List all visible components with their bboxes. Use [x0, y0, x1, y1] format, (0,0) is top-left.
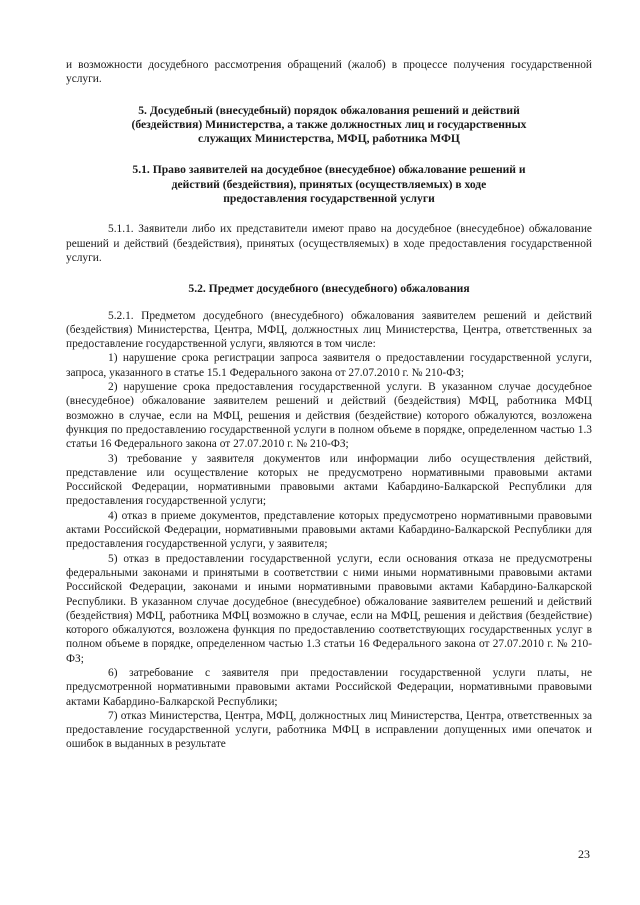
list-item-7: 7) отказ Министерства, Центра, МФЦ, должностных лиц Министерства, Центра, ответственных за предоставление государственной услуги, работника МФЦ в исправлении допущенных ими опечаток и ошибок в выданных в результате [66, 709, 592, 751]
list-item-4: 4) отказ в приеме документов, представление которых предусмотрено нормативными правовыми актами Российской Федерации, нормативными правовыми актами Кабардино-Балкарской Республики для предоставления государственной услуги, у заявителя; [66, 509, 592, 551]
section-5-heading: 5. Досудебный (внесудебный) порядок обжалования решений и действий (бездействия) Министерства, а также должностных лиц и государственных служащих Министерства, МФЦ, работника МФЦ [131, 103, 527, 146]
page-number: 23 [578, 847, 590, 861]
list-item-3: 3) требование у заявителя документов или информации либо осуществления действий, представление или осуществление которых не предусмотрено нормативными правовыми актами Российской Федерации, нормативными правовыми актами Кабардино-Балкарской Республики для предоставления государственной услуги; [66, 452, 592, 508]
list-item-5: 5) отказ в предоставлении государственной услуги, если основания отказа не предусмотрены федеральными законами и принятыми в соответствии с ними иными нормативными правовыми актами Российской Федерации, законами и иными нормативными правовыми актами Кабардино-Балкарской Республики. В указанном случае досудебное (внесудебное) обжалование заявителем решений и действий (бездействия) МФЦ, работника МФЦ возможно в случае, если на МФЦ, решения и действия (бездействие) которого обжалуются, возложена функция по предоставлению соответствующих государственных услуг в полном объеме в порядке, определенном частью 1.3 статьи 16 Федерального закона от 27.07.2010 г. № 210-ФЗ; [66, 552, 592, 665]
section-5-2-heading: 5.2. Предмет досудебного (внесудебного) обжалования [188, 282, 470, 296]
list-item-2: 2) нарушение срока предоставления государственной услуги. В указанном случае досудебное (внесудебное) обжалование заявителем решений и действий (бездействия) МФЦ, работника МФЦ возможно в случае, если на МФЦ, решения и действия (бездействие) которого обжалуются, возложена функция по предоставлению государственной услуги в полном объеме в порядке, определенном частью 1.3 статьи 16 Федерального закона от 27.07.2010 г. № 210-ФЗ; [66, 381, 592, 451]
section-5-1-heading: 5.1. Право заявителей на досудебное (внесудебное) обжалование решений и действий (бездействия), принятых (осуществляемых) в ходе предоставления государственной услуги [132, 163, 526, 206]
list-item-6: 6) затребование с заявителя при предоставлении государственной услуги платы, не предусмотренной нормативными правовыми актами Российской Федерации, нормативными правовыми актами Кабардино-Балкарской Республики; [66, 666, 592, 708]
list-item-1: 1) нарушение срока регистрации запроса заявителя о предоставлении государственной услуги, запроса, указанного в статье 15.1 Федерального закона от 27.07.2010 г. № 210-ФЗ; [66, 352, 592, 379]
intro-paragraph: и возможности досудебного рассмотрения обращений (жалоб) в процессе получения государственной услуги. [66, 59, 592, 86]
paragraph-5-2-1: 5.2.1. Предметом досудебного (внесудебного) обжалования заявителем решений и действий (бездействия) Министерства, Центра, МФЦ, должностных лиц Министерства, Центра, ответственных за предоставление государственной услуги, являются в том числе: [66, 309, 592, 351]
paragraph-5-1-1: 5.1.1. Заявители либо их представители имеют право на досудебное (внесудебное) обжалование решений и действий (бездействия), принятых (осуществляемых) в ходе предоставления государственной услуги. [66, 223, 592, 264]
